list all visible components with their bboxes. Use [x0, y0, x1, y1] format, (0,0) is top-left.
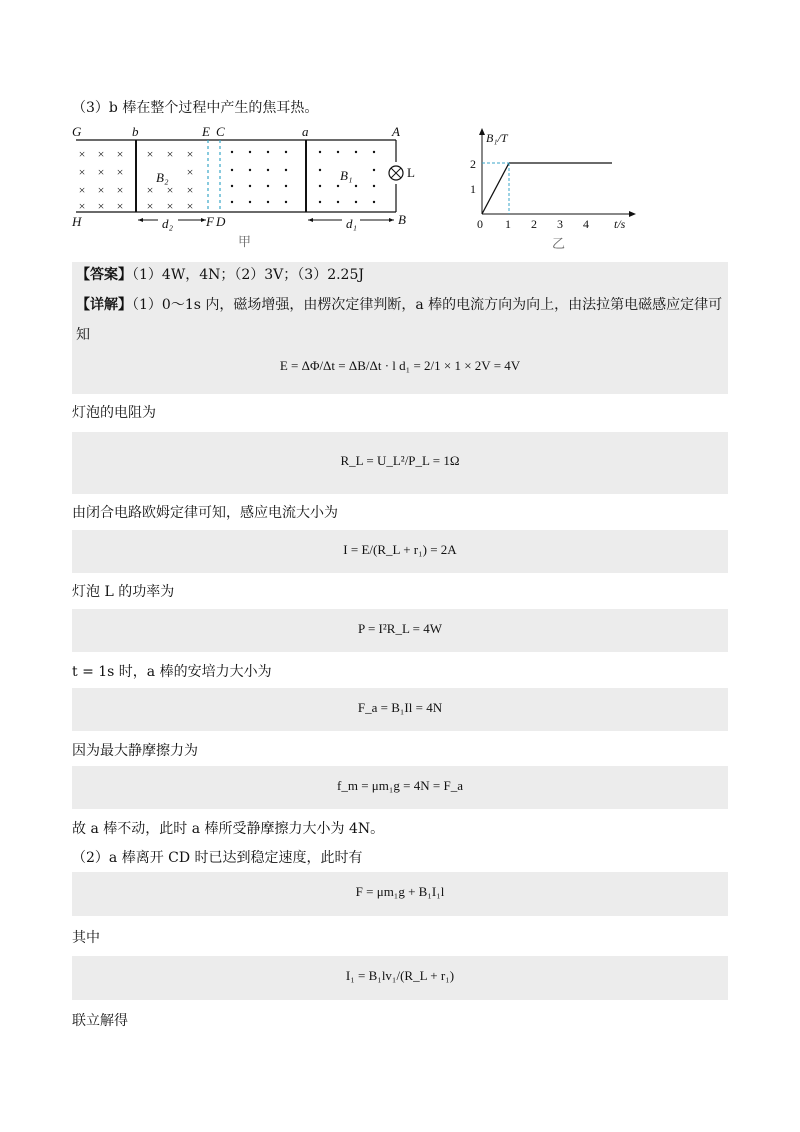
- equation-6: f_m = μm₁g = 4N = F_a: [337, 778, 463, 793]
- answer-label: 【答案】: [76, 267, 132, 283]
- para-where: 其中: [72, 930, 100, 946]
- svg-text:×: ×: [78, 165, 86, 179]
- svg-text:×: ×: [97, 199, 105, 213]
- svg-text:2: 2: [470, 157, 476, 171]
- svg-text:b: b: [132, 124, 139, 139]
- svg-text:F: F: [206, 214, 214, 229]
- svg-text:乙: 乙: [552, 236, 566, 251]
- svg-text:1: 1: [505, 217, 511, 231]
- equation-7: F = μm₁g + B₁I₁l: [355, 884, 445, 899]
- svg-text:C: C: [216, 124, 225, 139]
- question-3: （3）b 棒在整个过程中产生的焦耳热。: [72, 100, 319, 116]
- svg-text:B₁: B₁: [340, 168, 353, 183]
- svg-text:×: ×: [78, 199, 86, 213]
- answer-text: （1）4W，4N；（2）3V；（3）2.25J: [132, 267, 364, 283]
- svg-text:×: ×: [186, 147, 194, 161]
- svg-text:×: ×: [116, 183, 124, 197]
- svg-text:d₁: d₁: [346, 216, 358, 231]
- svg-text:A: A: [392, 124, 400, 139]
- para-friction: 因为最大静摩擦力为: [72, 743, 198, 759]
- svg-text:E: E: [202, 124, 210, 139]
- svg-text:3: 3: [557, 217, 563, 231]
- svg-text:d₂: d₂: [162, 216, 174, 231]
- para-solve: 联立解得: [72, 1013, 128, 1029]
- para-static-friction: 故 a 棒不动，此时 a 棒所受静摩擦力大小为 4N。: [72, 821, 385, 837]
- equation-4: P = I²R_L = 4W: [357, 621, 443, 636]
- svg-text:L: L: [407, 165, 415, 180]
- svg-text:1: 1: [470, 182, 476, 196]
- svg-text:×: ×: [116, 165, 124, 179]
- svg-text:×: ×: [97, 147, 105, 161]
- svg-text:2: 2: [531, 217, 537, 231]
- svg-text:B₂: B₂: [156, 170, 169, 185]
- svg-text:B: B: [398, 212, 406, 227]
- equation-2: R_L = U_L²/P_L = 1Ω: [340, 453, 460, 468]
- svg-text:×: ×: [146, 183, 154, 197]
- para-force: t = 1s 时，a 棒的安培力大小为: [72, 664, 272, 680]
- svg-text:×: ×: [97, 183, 105, 197]
- svg-text:4: 4: [583, 217, 589, 231]
- svg-text:×: ×: [78, 147, 86, 161]
- svg-text:a: a: [302, 124, 309, 139]
- svg-text:B₁/T: B₁/T: [486, 131, 508, 145]
- equation-1: E = ΔΦ/Δt = ΔB/Δt · l d₁ = 2/1 × 1 × 2V = 4V: [279, 358, 521, 373]
- svg-text:t/s: t/s: [614, 217, 626, 231]
- svg-text:G: G: [72, 124, 82, 139]
- svg-text:×: ×: [166, 199, 174, 213]
- para-question-2: （2）a 棒离开 CD 时已达到稳定速度，此时有: [72, 850, 363, 866]
- para-resistance: 灯泡的电阻为: [72, 405, 156, 421]
- para-power: 灯泡 L 的功率为: [72, 584, 175, 600]
- svg-text:×: ×: [78, 183, 86, 197]
- svg-text:×: ×: [166, 183, 174, 197]
- svg-text:×: ×: [166, 147, 174, 161]
- svg-text:×: ×: [97, 165, 105, 179]
- svg-text:×: ×: [116, 199, 124, 213]
- equation-5: F_a = B₁Il = 4N: [357, 700, 443, 715]
- detail-line-1: （1）0～1s 内，磁场增强，由楞次定律判断，a 棒的电流方向为向上，由法拉第电磁感应定律可: [132, 297, 723, 313]
- svg-text:×: ×: [186, 183, 194, 197]
- svg-text:0: 0: [477, 217, 483, 231]
- svg-text:甲: 甲: [238, 234, 252, 249]
- svg-text:×: ×: [116, 147, 124, 161]
- svg-text:H: H: [72, 214, 82, 229]
- svg-text:D: D: [216, 214, 226, 229]
- equation-3: I = E/(R_L + r₁) = 2A: [343, 542, 457, 557]
- svg-text:×: ×: [186, 165, 194, 179]
- detail-line-2: 知: [76, 327, 90, 343]
- svg-text:×: ×: [146, 199, 154, 213]
- b-t-graph: [464, 124, 644, 254]
- answer-block: [72, 262, 728, 394]
- svg-text:×: ×: [146, 147, 154, 161]
- equation-8: I₁ = B₁lv₁/(R_L + r₁): [345, 968, 455, 983]
- para-current: 由闭合电路欧姆定律可知，感应电流大小为: [72, 505, 338, 521]
- circuit-figure: [70, 122, 420, 254]
- svg-text:×: ×: [186, 199, 194, 213]
- detail-label: 【详解】: [76, 297, 132, 313]
